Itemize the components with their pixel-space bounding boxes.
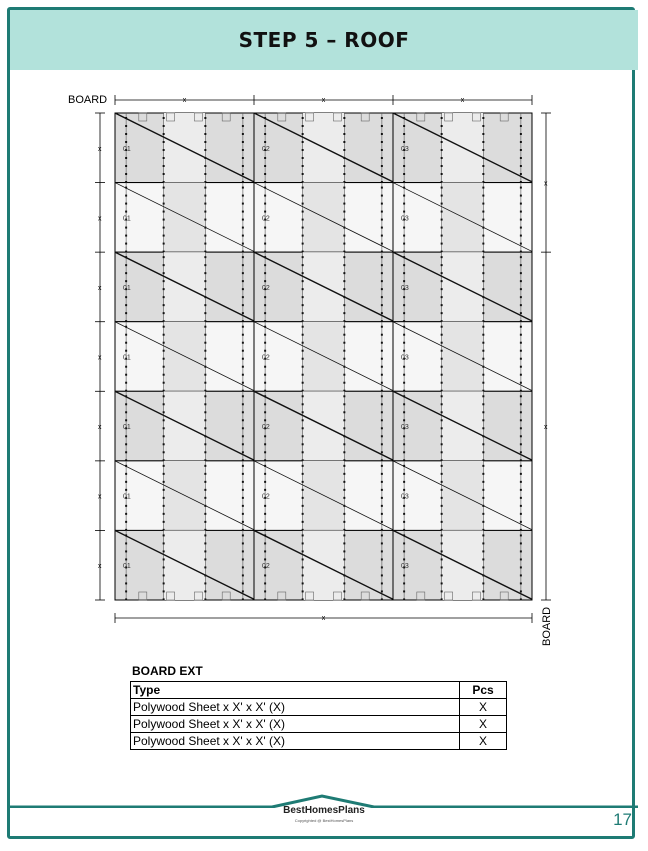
table-row	[131, 716, 507, 733]
board-sheet	[254, 391, 393, 461]
sheet-label: 01	[123, 493, 131, 501]
sheet-label: 01	[123, 354, 131, 362]
materials-table	[130, 681, 507, 750]
board-sheet	[115, 391, 254, 461]
dim-label: x	[98, 563, 102, 571]
sheet-label: 01	[123, 215, 131, 223]
row-pcs: X	[460, 716, 507, 733]
sheet-label: 01	[123, 145, 131, 153]
sheet-label: 02	[262, 493, 270, 501]
sheet-label: 01	[123, 424, 131, 432]
sheet-label: 02	[262, 145, 270, 153]
row-pcs: X	[460, 733, 507, 750]
table-row	[131, 733, 507, 750]
board-sheet	[393, 461, 532, 531]
dim-label: x	[460, 97, 465, 104]
sheet-label: 03	[401, 215, 409, 223]
footer-copyright: Copyrighted @ BestHomesPlans	[294, 818, 354, 823]
board-sheet	[393, 252, 532, 322]
board-sheet	[393, 322, 532, 392]
sheet-label: 01	[123, 563, 131, 571]
sheet-label: 03	[401, 493, 409, 501]
sheet-label: 03	[401, 284, 409, 292]
board-sheet	[115, 530, 254, 600]
sheet-label: 02	[262, 563, 270, 571]
dim-label: x	[98, 215, 102, 223]
dim-label: x	[544, 180, 548, 188]
board-sheet	[393, 113, 532, 183]
board-sheet	[254, 461, 393, 531]
footer-brand: BestHomesPlans	[283, 805, 365, 816]
board-sheet	[115, 461, 254, 531]
board-sheet	[254, 530, 393, 600]
sheet-label: 03	[401, 354, 409, 362]
dim-label: x	[98, 493, 102, 501]
dim-label: x	[182, 97, 187, 104]
sheet-label: 02	[262, 215, 270, 223]
table-title: BOARD EXT	[132, 664, 203, 678]
dim-label: x	[98, 145, 102, 153]
board-sheet	[254, 322, 393, 392]
sheet-label: 03	[401, 563, 409, 571]
board-sheet	[393, 391, 532, 461]
sheet-label: 02	[262, 354, 270, 362]
dim-label: x	[98, 284, 102, 292]
dim-label: x	[98, 354, 102, 362]
sheet-label: 02	[262, 424, 270, 432]
board-sheet	[393, 183, 532, 253]
sheet-label: 03	[401, 424, 409, 432]
board-sheet	[115, 322, 254, 392]
col-type-header: Type	[131, 682, 460, 699]
sheet-label: 01	[123, 284, 131, 292]
row-type: Polywood Sheet x X' x X' (X)	[131, 716, 460, 733]
dim-label: x	[98, 424, 102, 432]
page-number: 17	[613, 810, 632, 829]
dim-label: x	[544, 424, 548, 432]
board-sheet	[393, 530, 532, 600]
dim-label: x	[321, 97, 326, 104]
col-pcs-header: Pcs	[460, 682, 507, 699]
table-row	[131, 699, 507, 716]
sheet-label: 02	[262, 284, 270, 292]
board-sheet	[254, 183, 393, 253]
row-type: Polywood Sheet x X' x X' (X)	[131, 699, 460, 716]
dim-label: x	[321, 615, 326, 622]
board-sheet	[254, 113, 393, 183]
board-sheet	[115, 252, 254, 322]
board-sheet	[115, 183, 254, 253]
board-grid	[115, 113, 532, 600]
row-type: Polywood Sheet x X' x X' (X)	[131, 733, 460, 750]
board-sheet	[254, 252, 393, 322]
board-label-side: BOARD	[541, 606, 553, 646]
page-title: STEP 5 – ROOF	[238, 28, 410, 52]
table-header-row	[131, 682, 507, 699]
sheet-label: 03	[401, 145, 409, 153]
board-sheet	[115, 113, 254, 183]
board-label-top: BOARD	[68, 94, 108, 106]
row-pcs: X	[460, 699, 507, 716]
